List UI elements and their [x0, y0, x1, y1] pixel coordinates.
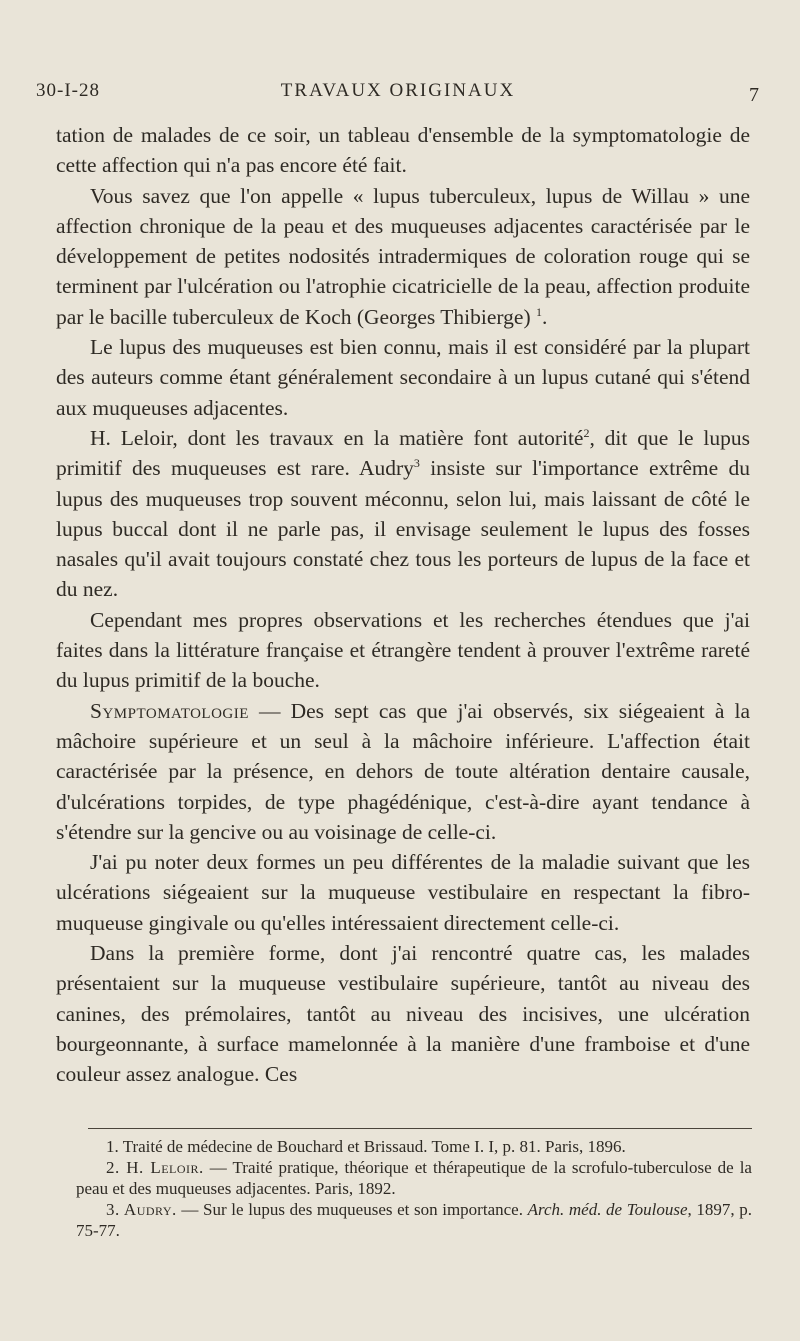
footnotes [76, 1136, 752, 1241]
paragraph-8: Dans la première forme, dont j'ai rencontré quatre cas, les malades présentaient sur la muqueuse vestibulaire supérieure, tantôt au niveau des canines, des prémolaires, tantôt au niveau des incisives, une ulcération bourgeonnante, à surface mamelonnée à la manière d'une framboise et d'une couleur assez analogue. Ces [56, 941, 750, 1087]
footnote-divider [88, 1128, 752, 1129]
footnote-ref-2: 2 [583, 425, 590, 440]
footnote-1: 1. Traité de médecine de Bouchard et Brissaud. Tome I. I, p. 81. Paris, 1896. [106, 1137, 626, 1156]
main-text [56, 120, 750, 1090]
journal-title: Arch. méd. de Toulouse [527, 1200, 688, 1219]
paragraph-3: Le lupus des muqueuses est bien connu, mais il est considéré par la plupart des auteurs comme étant généralement secondaire à un lupus cutané qui s'étend aux muqueuses adjacentes. [56, 335, 750, 420]
paragraph-1: tation de malades de ce soir, un tableau d'ensemble de la symptomatologie de cette affection qui n'a pas encore été fait. [56, 123, 750, 178]
header-title: TRAVAUX ORIGINAUX [280, 80, 516, 101]
footnote-3: 3. Audry. — Sur le lupus des muqueuses et son importance. Arch. méd. de Toulouse, 1897, p. 75-77. [76, 1200, 753, 1240]
paragraph-2: Vous savez que l'on appelle « lupus tuberculeux, lupus de Willau » une affection chronique de la peau et des muqueuses adjacentes caractérisée par le développement de petites nodosités intradermiques de coloration rouge qui se terminent par l'ulcération ou l'atrophie cicatricielle de la peau, affection produite par le bacille tuberculeux de Koch (Georges Thibierge) $^1$. [56, 183, 750, 329]
paragraph-4: H. Leloir, dont les travaux en la matière font autorité$^2$, dit que le lupus primitif des muqueuses est rare. Audry$^3$ insiste sur l'importance extrême du lupus des muqueuses trop souvent méconnu, selon lui, mais laissant de côté le lupus buccal dont il ne parle pas, il envisage seulement le lupus des fosses nasales qu'il avait toujours constaté chez tous les porteurs de lupus de la face et du nez. [56, 425, 750, 602]
page-number: 7 [749, 84, 760, 106]
running-header [36, 80, 760, 110]
footnote-ref-1: 1 [535, 304, 542, 319]
header-date: 30-I-28 [36, 80, 100, 101]
section-heading: Symptomatologie [90, 698, 249, 723]
paragraph-7: J'ai pu noter deux formes un peu différentes de la maladie suivant que les ulcérations siégeaient sur la muqueuse vestibulaire en respectant la fibro-muqueuse gingivale ou qu'elles intéressaient directement celle-ci. [56, 850, 750, 935]
paragraph-5: Cependant mes propres observations et les recherches étendues que j'ai faites dans la littérature française et étrangère tendent à prouver l'extrême rareté du lupus primitif de la bouche. [56, 607, 750, 693]
footnote-ref-3: 3 [413, 456, 420, 471]
paragraph-6: Symptomatologie — Des sept cas que j'ai observés, six siégeaient à la mâchoire supérieure et un seul à la mâchoire inférieure. L'affection était caractérisée par la présence, en dehors de toute altération dentaire causale, d'ulcérations torpides, de type phagédénique, c'est-à-dire ayant tendance à s'étendre sur la gencive ou au voisinage de celle-ci. [56, 698, 750, 844]
footnote-2: 2. H. Leloir. — Traité pratique, théorique et thérapeutique de la scrofulo-tuberculose de la peau et des muqueuses adjacentes. Paris, 1892. [76, 1158, 752, 1198]
